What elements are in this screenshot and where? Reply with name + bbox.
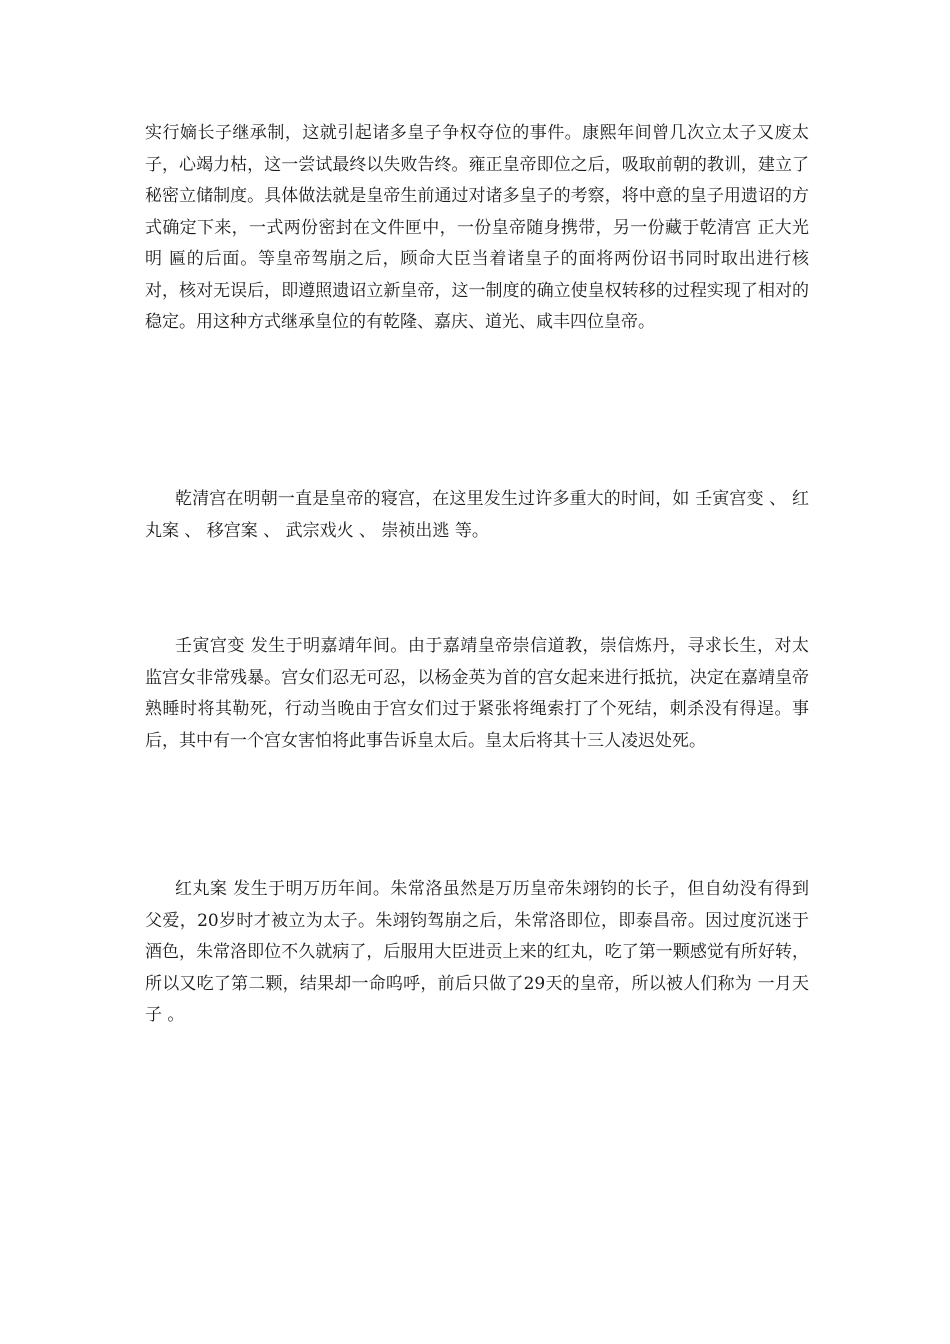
paragraph-renyin-palace-incident: 壬寅宫变 发生于明嘉靖年间。由于嘉靖皇帝崇信道教，崇信炼丹，寻求长生，对太监宫女非常残暴。宫女们忍无可忍，以杨金英为首的宫女起来进行抵抗，决定在嘉靖皇帝熟睡时将其勒死，行动当晚由于宫女们过于紧张将绳索打了个死结，刺杀没有得逞。事后，其中有一个宫女害怕将此事告诉皇太后。皇太后将其十三人凌迟处死。 bbox=[145, 636, 809, 751]
paragraph-red-pill-case: 红丸案 发生于明万历年间。朱常洛虽然是万历皇帝朱翊钧的长子，但自幼没有得到父爱，20岁时才被立为太子。朱翊钧驾崩之后，朱常洛即位，即泰昌帝。因过度沉迷于酒色，朱常洛即位不久就病了，后服用大臣进贡上来的红丸，吃了第一颗感觉有所好转，所以又吃了第二颗，结果却一命呜呼，前后只做了29天的皇帝，所以被人们称为 一月天子 。 bbox=[145, 879, 809, 1025]
paragraph-qianqing-palace-events: 乾清宫在明朝一直是皇帝的寝宫，在这里发生过许多重大的时间，如 壬寅宫变 、 红丸案 、 移宫案 、 武宗戏火 、 崇祯出逃 等。 bbox=[145, 489, 809, 541]
paragraph-secret-succession: 实行嫡长子继承制，这就引起诸多皇子争权夺位的事件。康熙年间曾几次立太子又废太子，心竭力枯，这一尝试最终以失败告终。雍正皇帝即位之后，吸取前朝的教训，建立了秘密立储制度。具体做法就是皇帝生前通过对诸多皇子的考察，将中意的皇子用遗诏的方式确定下来，一式两份密封在文件匣中，一份皇帝随身携带，另一份藏于乾清宫 正大光明 匾的后面。等皇帝驾崩之后，顾命大臣当着诸皇子的面将两份诏书同时取出进行核对，核对无误后，即遵照遗诏立新皇帝，这一制度的确立使皇权转移的过程实现了相对的稳定。用这种方式继承皇位的有乾隆、嘉庆、道光、咸丰四位皇帝。 bbox=[145, 123, 809, 332]
